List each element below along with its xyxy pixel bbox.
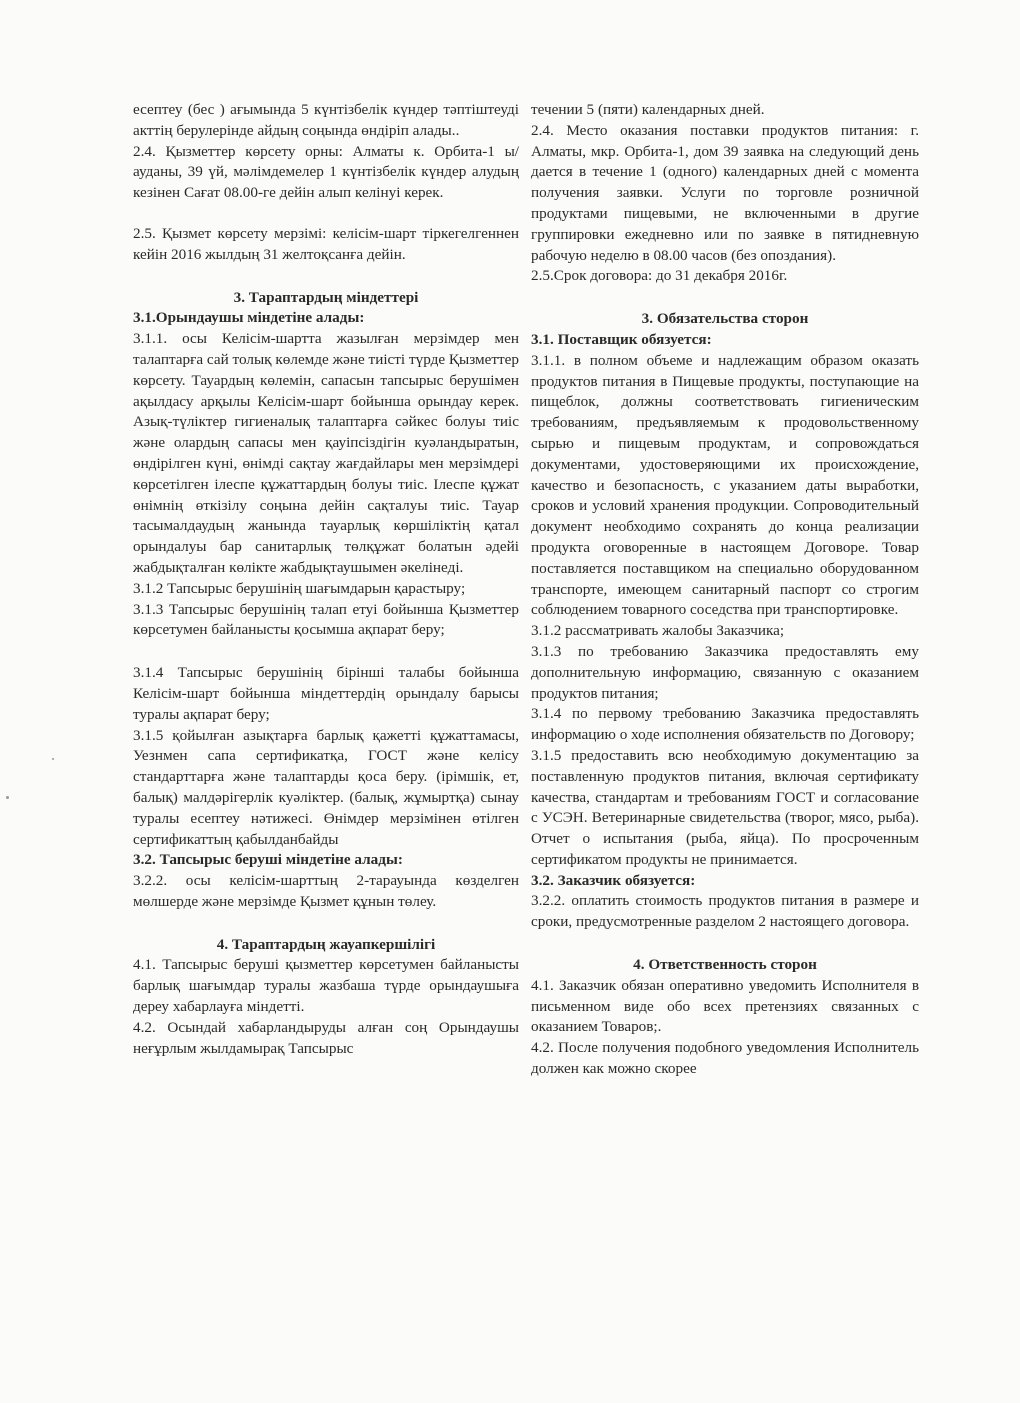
- section-heading: 4. Ответственность сторон: [633, 956, 817, 974]
- subsection-heading: 3.1.Орындаушы міндетіне алады:: [133, 309, 365, 327]
- section-heading: 3. Обязательства сторон: [641, 310, 809, 328]
- section-heading: 4. Тараптардың жауапкершілігі: [216, 935, 436, 953]
- section-heading: 3. Тараптардың міндеттері: [233, 288, 419, 306]
- scan-speck: [6, 796, 9, 799]
- paragraph: 3.1.3 Тапсырыс берушінің талап етуі бойынша Қызметтер көрсетумен байланысты қосымша ақпарат беру;: [133, 600, 519, 639]
- subsection-heading: 3.1. Поставщик обязуется:: [531, 330, 712, 348]
- paragraph: течении 5 (пяти) календарных дней.: [531, 101, 765, 118]
- paragraph: 3.1.5 предоставить всю необходимую документацию за поставленную продуктов питания, включая сертификату качества, стандартам и требованиям ГОСТ и согласование с УСЭН. Ветеринарные свидетельства (творог, мясо, рыба). Отчет о испытания (рыба, яйца). По просроченным сертификатом продукты не принимается.: [531, 746, 919, 868]
- russian-column: [531, 100, 919, 1080]
- paragraph: 3.2.2. оплатить стоимость продуктов питания в размере и сроки, предусмотренные разделом 2 настоящего договора.: [531, 892, 919, 931]
- paragraph: 4.1. Тапсырыс беруші қызметтер көрсетумен байланысты барлық шағымдар туралы жазбаша түрде орындаушыға дереу хабарлауға міндетті.: [133, 956, 519, 1016]
- subsection-heading: 3.2. Заказчик обязуется:: [531, 871, 696, 889]
- paragraph: 3.1.4 Тапсырыс берушінің бірінші талабы бойынша Келісім-шарт бойынша міндеттердің орындалу барысы туралы ақпарат беру;: [133, 664, 519, 723]
- paragraph: 4.1. Заказчик обязан оперативно уведомить Исполнителя в письменном виде обо всех претензиях связанных с оказанием Товаров;.: [531, 976, 919, 1036]
- paragraph: 2.5. Қызмет көрсету мерзімі: келісім-шарт тіркегелгеннен кейін 2016 жылдың 31 желтоқсанға дейін.: [133, 224, 519, 263]
- paragraph: 3.1.2 рассматривать жалобы Заказчика;: [531, 622, 785, 640]
- paragraph: 3.2.2. осы келісім-шарттың 2-тарауында көзделген мөлшерде жəне мерзімде Қызмет құнын төлеу.: [133, 872, 519, 910]
- paragraph: 4.2. После получения подобного уведомления Исполнитель должен как можно скорее: [531, 1039, 919, 1078]
- paragraph: 3.1.3 по требованию Заказчика предоставлять ему дополнительную информацию, связанную с оказанием продуктов питания;: [531, 642, 919, 702]
- paragraph: 2.5.Срок договора: до 31 декабря 2016г.: [531, 267, 788, 285]
- paragraph: 3.1.5 қойылған азықтарға барлық қажетті құжаттамасы, Уезнмен сапа сертификатқа, ГОСТ жəне келісу стандарттарға жəне талаптарды қоса беру. (ірімшік, ет, балық) малдəрігерлік куəліктер. (балық, жұмыртқа) сынау туралы есептеу нəтижесі. Өнімдер мерзімінен өтілген сертификаттың қабылданбайды: [133, 726, 519, 848]
- kazakh-column: [133, 100, 519, 1059]
- paragraph: 3.1.4 по первому требованию Заказчика предоставлять информацию о ходе исполнения обязательств по Договору;: [531, 705, 919, 744]
- paragraph: 2.4. Қызметтер көрсету орны: Алматы к. Орбита-1 ы/ауданы, 39 үй, мəлімдемелер 1 күнтізбелік күндер алудың кезінен Сағат 08.00-ге дейін алып келінуі керек.: [133, 142, 519, 202]
- paragraph: 3.1.1. в полном объеме и надлежащим образом оказать продуктов питания в Пищевые продукты, поступающие на пищеблок, должны соответствовать гигиеническим требованиям, предъявляемым к продовольственному сырью и пищевым продуктам, и сопровождаться документами, удостоверяющими их происхождение, качество и безопасность, с указанием даты выработки, сроков и условий хранения продукции. Сопроводительный документ необходимо сохранять до конца реализации продукта оговоренные в настоящем Договоре. Товар поставляется поставщиком на специально оборудованном транспорте, имеющем санитарный паспорт со строгим соблюдением товарного соседства при транспортировке.: [531, 351, 919, 619]
- paragraph: 2.4. Место оказания поставки продуктов питания: г. Алматы, мкр. Орбита-1, дом 39 заявка на следующий день дается в течение 1 (одного) календарных дней с момента получения заявки. Услуги по торговле розничной продуктами пищевыми, не включенными в другие группировки ежедневно или по заявке в пятидневную рабочую неделю в 08.00 часов (без опоздания).: [531, 121, 919, 264]
- scan-speck: [52, 758, 54, 760]
- paragraph: 4.2. Осындай хабарландыруды алған соң Орындаушы неғұрлым жылдамырақ Тапсырыс: [133, 1018, 519, 1057]
- subsection-heading: 3.2. Тапсырыс беруші міндетіне алады:: [133, 851, 403, 869]
- paragraph: 3.1.2 Тапсырыс берушінің шағымдарын қарастыру;: [133, 579, 466, 597]
- paragraph: 3.1.1. осы Келісім-шартта жазылған мерзімдер мен талаптарға сай толық көлемде жəне тиісті түрде Қызметтер көрсету. Тауардың көлемін, сапасын тапсырыс берушімен ақылдасу арқылы Келісім-шарт бойынша орындау керек. Азық-түліктер гигиеналық талаптарға сəйкес болуы тиіс жəне олардың сапасы мен қауіпсіздігін куəландыратын, өндірілген күні, өнімді сақтау жағдайлары мен мерзімдері көрсетілген ілеспе құжаттардың болуы тиіс. Ілеспе құжат өнімнің өткізілу соңына дейін сақталуы тиіс. Тауар тасымалдаудың жанында тауарлық көршіліктің қатал орындалуы бар санитарлық төлқұжат болатын əдейі жабдықталған көлікте жабдықтаушымен əкелінеді.: [133, 330, 519, 576]
- paragraph: есептеу (бес ) ағымында 5 күнтізбелік күндер тəптіштеуді акттің берулерінде айдың соңында өндіріп алады..: [133, 101, 519, 139]
